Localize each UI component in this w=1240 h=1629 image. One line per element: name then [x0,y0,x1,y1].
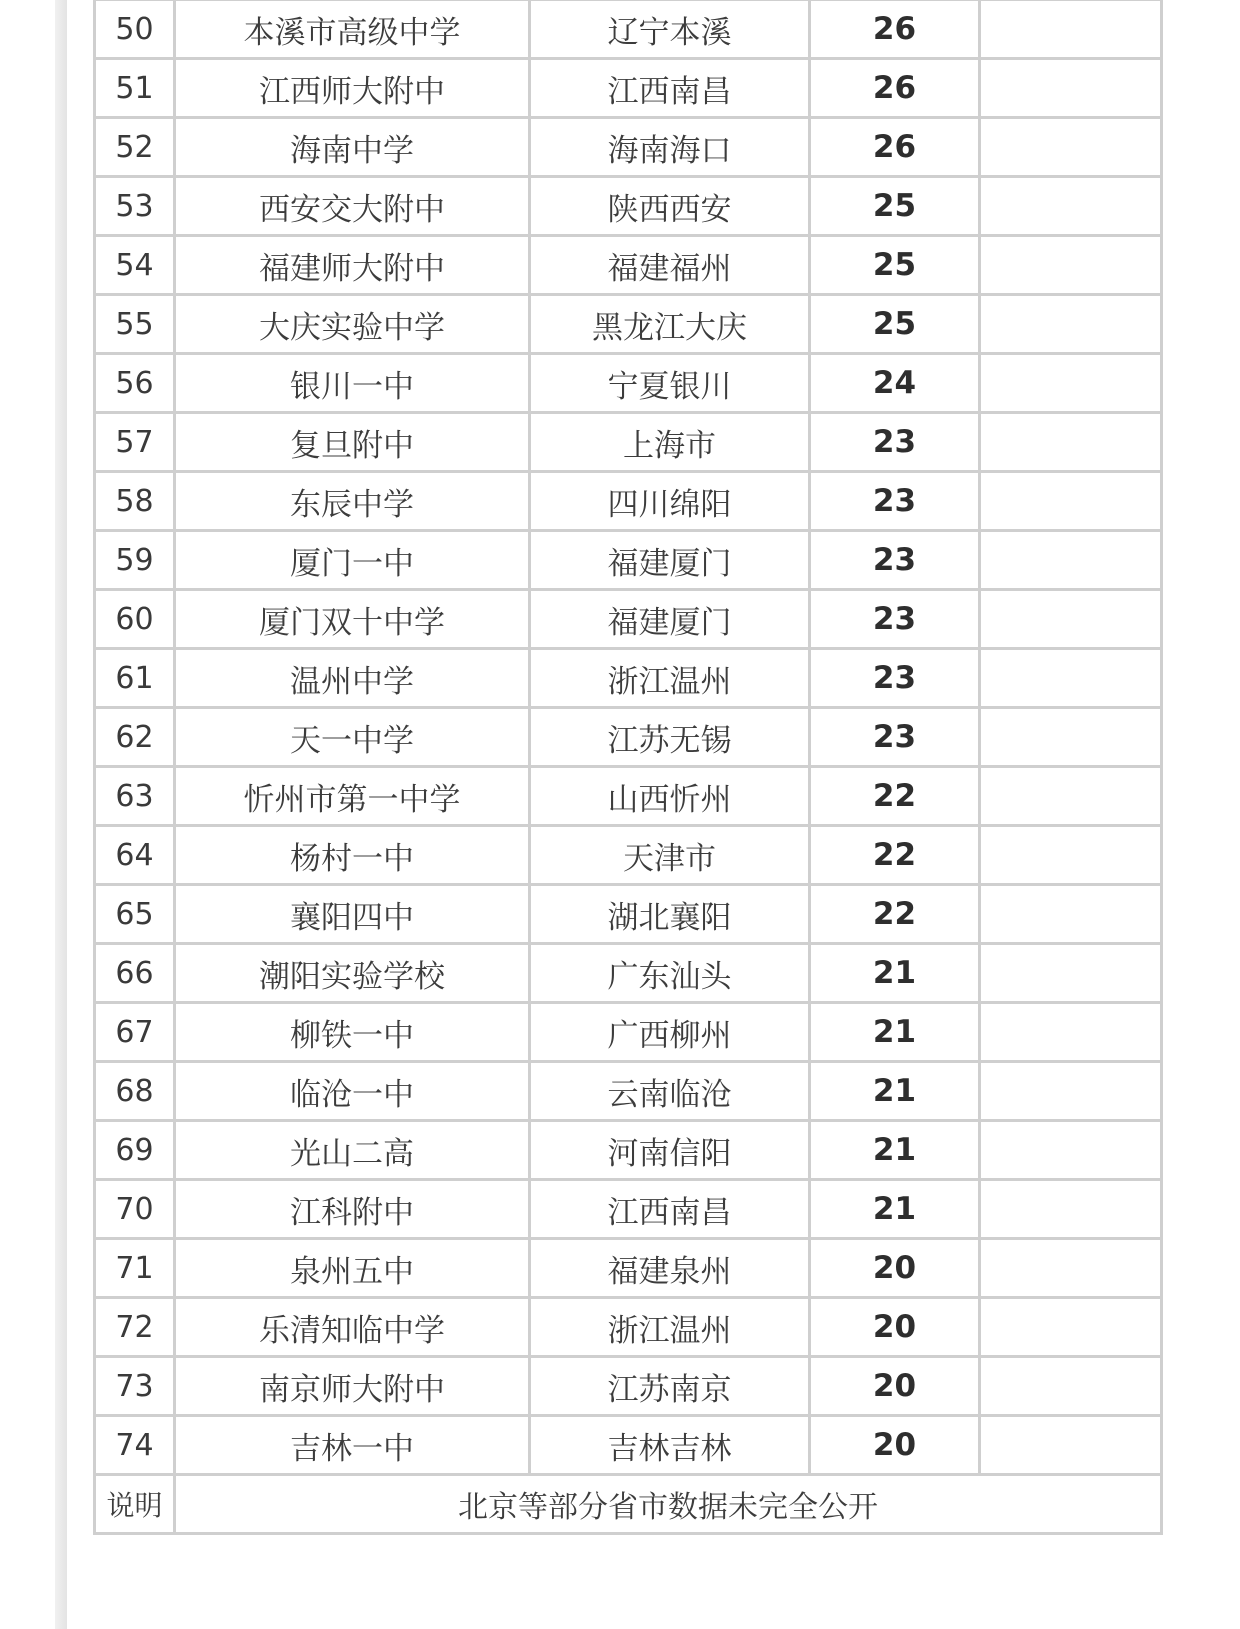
rank-cell: 64 [95,826,175,885]
rank-cell: 50 [95,0,175,59]
count-cell: 26 [810,0,980,59]
count-cell: 23 [810,590,980,649]
region-cell: 宁夏银川 [530,354,810,413]
table-row [95,708,1162,767]
school-cell: 南京师大附中 [175,1357,530,1416]
note-label: 说明 [95,1475,175,1534]
table-row [95,1062,1162,1121]
region-cell: 辽宁本溪 [530,0,810,59]
table-row [95,177,1162,236]
school-cell: 泉州五中 [175,1239,530,1298]
table-row [95,1239,1162,1298]
table-row [95,118,1162,177]
empty-cell [980,0,1162,59]
region-cell: 江苏无锡 [530,708,810,767]
count-cell: 26 [810,59,980,118]
table-row [95,767,1162,826]
region-cell: 江苏南京 [530,1357,810,1416]
rank-cell: 54 [95,236,175,295]
rank-cell: 63 [95,767,175,826]
school-cell: 杨村一中 [175,826,530,885]
school-cell: 潮阳实验学校 [175,944,530,1003]
count-cell: 20 [810,1298,980,1357]
table-row [95,1416,1162,1475]
count-cell: 23 [810,708,980,767]
rank-cell: 74 [95,1416,175,1475]
school-cell: 西安交大附中 [175,177,530,236]
empty-cell [980,236,1162,295]
rank-cell: 66 [95,944,175,1003]
region-cell: 天津市 [530,826,810,885]
empty-cell [980,177,1162,236]
school-cell: 吉林一中 [175,1416,530,1475]
ranking-table-body [95,0,1162,1534]
table-row [95,885,1162,944]
table-row [95,1121,1162,1180]
count-cell: 23 [810,472,980,531]
empty-cell [980,1121,1162,1180]
empty-cell [980,826,1162,885]
rank-cell: 73 [95,1357,175,1416]
empty-cell [980,413,1162,472]
empty-cell [980,1180,1162,1239]
rank-cell: 67 [95,1003,175,1062]
region-cell: 浙江温州 [530,649,810,708]
empty-cell [980,354,1162,413]
table-row [95,826,1162,885]
empty-cell [980,1003,1162,1062]
table-row [95,944,1162,1003]
region-cell: 福建福州 [530,236,810,295]
school-cell: 乐清知临中学 [175,1298,530,1357]
table-row [95,590,1162,649]
region-cell: 福建厦门 [530,590,810,649]
count-cell: 21 [810,1121,980,1180]
count-cell: 22 [810,885,980,944]
count-cell: 21 [810,1062,980,1121]
rank-cell: 65 [95,885,175,944]
region-cell: 海南海口 [530,118,810,177]
empty-cell [980,118,1162,177]
table-row [95,236,1162,295]
region-cell: 江西南昌 [530,1180,810,1239]
empty-cell [980,59,1162,118]
count-cell: 25 [810,236,980,295]
table-row [95,649,1162,708]
rank-cell: 57 [95,413,175,472]
school-cell: 东辰中学 [175,472,530,531]
region-cell: 福建泉州 [530,1239,810,1298]
count-cell: 20 [810,1357,980,1416]
empty-cell [980,708,1162,767]
region-cell: 湖北襄阳 [530,885,810,944]
empty-cell [980,885,1162,944]
school-cell: 江科附中 [175,1180,530,1239]
school-cell: 银川一中 [175,354,530,413]
empty-cell [980,472,1162,531]
empty-cell [980,649,1162,708]
table-row [95,1180,1162,1239]
school-cell: 复旦附中 [175,413,530,472]
school-cell: 海南中学 [175,118,530,177]
school-cell: 天一中学 [175,708,530,767]
school-cell: 临沧一中 [175,1062,530,1121]
region-cell: 福建厦门 [530,531,810,590]
table-row [95,1003,1162,1062]
region-cell: 吉林吉林 [530,1416,810,1475]
region-cell: 浙江温州 [530,1298,810,1357]
count-cell: 25 [810,295,980,354]
region-cell: 河南信阳 [530,1121,810,1180]
count-cell: 23 [810,413,980,472]
empty-cell [980,767,1162,826]
rank-cell: 51 [95,59,175,118]
page-edge-shadow [55,0,67,1629]
count-cell: 20 [810,1239,980,1298]
rank-cell: 62 [95,708,175,767]
ranking-table-container [93,0,1160,1535]
rank-cell: 56 [95,354,175,413]
region-cell: 上海市 [530,413,810,472]
school-cell: 福建师大附中 [175,236,530,295]
region-cell: 江西南昌 [530,59,810,118]
school-cell: 柳铁一中 [175,1003,530,1062]
rank-cell: 59 [95,531,175,590]
note-row [95,1475,1162,1534]
table-row [95,295,1162,354]
empty-cell [980,1239,1162,1298]
count-cell: 21 [810,1003,980,1062]
school-cell: 大庆实验中学 [175,295,530,354]
region-cell: 云南临沧 [530,1062,810,1121]
empty-cell [980,944,1162,1003]
table-row [95,1357,1162,1416]
count-cell: 20 [810,1416,980,1475]
rank-cell: 58 [95,472,175,531]
region-cell: 广东汕头 [530,944,810,1003]
school-cell: 温州中学 [175,649,530,708]
empty-cell [980,1416,1162,1475]
region-cell: 陕西西安 [530,177,810,236]
rank-cell: 55 [95,295,175,354]
school-cell: 厦门一中 [175,531,530,590]
table-row [95,354,1162,413]
rank-cell: 71 [95,1239,175,1298]
count-cell: 24 [810,354,980,413]
count-cell: 21 [810,1180,980,1239]
count-cell: 22 [810,826,980,885]
ranking-table [93,0,1163,1535]
school-cell: 忻州市第一中学 [175,767,530,826]
school-cell: 江西师大附中 [175,59,530,118]
table-row [95,413,1162,472]
empty-cell [980,1062,1162,1121]
empty-cell [980,1357,1162,1416]
table-row [95,0,1162,59]
rank-cell: 53 [95,177,175,236]
school-cell: 光山二高 [175,1121,530,1180]
empty-cell [980,590,1162,649]
count-cell: 26 [810,118,980,177]
school-cell: 厦门双十中学 [175,590,530,649]
rank-cell: 68 [95,1062,175,1121]
region-cell: 山西忻州 [530,767,810,826]
rank-cell: 69 [95,1121,175,1180]
count-cell: 22 [810,767,980,826]
rank-cell: 70 [95,1180,175,1239]
count-cell: 23 [810,649,980,708]
table-row [95,472,1162,531]
rank-cell: 60 [95,590,175,649]
empty-cell [980,295,1162,354]
empty-cell [980,1298,1162,1357]
note-text: 北京等部分省市数据未完全公开 [175,1475,1162,1534]
count-cell: 23 [810,531,980,590]
table-row [95,531,1162,590]
table-row [95,1298,1162,1357]
empty-cell [980,531,1162,590]
region-cell: 广西柳州 [530,1003,810,1062]
rank-cell: 61 [95,649,175,708]
table-row [95,59,1162,118]
region-cell: 四川绵阳 [530,472,810,531]
count-cell: 25 [810,177,980,236]
school-cell: 本溪市高级中学 [175,0,530,59]
rank-cell: 72 [95,1298,175,1357]
school-cell: 襄阳四中 [175,885,530,944]
count-cell: 21 [810,944,980,1003]
rank-cell: 52 [95,118,175,177]
region-cell: 黑龙江大庆 [530,295,810,354]
